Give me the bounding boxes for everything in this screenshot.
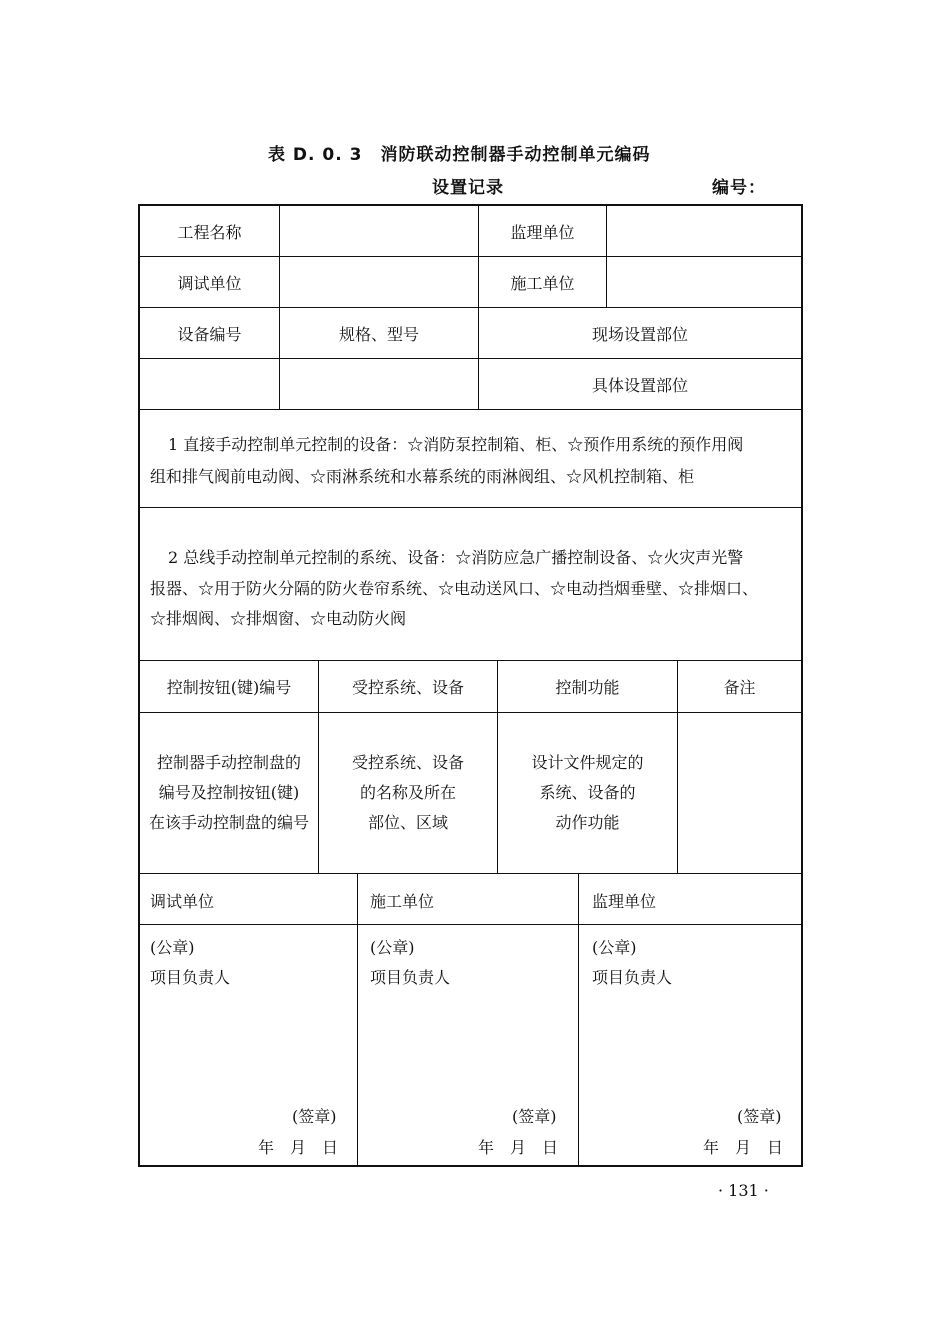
date-label: 年 月 日 xyxy=(258,1138,339,1157)
site-location-label: 现场设置部位 xyxy=(591,324,688,344)
header-remarks: 备注 xyxy=(723,678,756,697)
header-button-no: 控制按钮(键)编号 xyxy=(166,678,292,697)
note2-line2: 报器、☆用于防火分隔的防火卷帘系统、☆电动送风口、☆电动挡烟垂壁、☆排烟口、 xyxy=(150,579,759,598)
manager-label: 项目负责人 xyxy=(150,968,231,987)
row-divider xyxy=(138,409,803,410)
sign-label: (签章) xyxy=(292,1107,337,1126)
equipment-no-value[interactable] xyxy=(140,359,279,409)
number-label: 编号： xyxy=(712,178,766,198)
desc-line: 编号及控制按钮(键) xyxy=(158,783,300,802)
project-name-label: 工程名称 xyxy=(177,222,242,242)
testing-unit-label: 调试单位 xyxy=(177,273,242,293)
seal-label: (公章) xyxy=(592,938,637,957)
spec-model-value[interactable] xyxy=(280,359,478,409)
desc-control-function xyxy=(498,748,677,838)
supervision-unit-label: 监理单位 xyxy=(510,222,575,242)
supervision-unit-value[interactable] xyxy=(607,206,801,256)
specific-location-label: 具体设置部位 xyxy=(591,375,688,395)
manager-label: 项目负责人 xyxy=(370,968,451,987)
note1-line1: 1 直接手动控制单元控制的设备：☆消防泵控制箱、柜、☆预作用系统的预作用阀 xyxy=(168,435,744,454)
equipment-no-label: 设备编号 xyxy=(177,324,242,344)
desc-line: 的名称及所在 xyxy=(359,783,456,802)
sign-label: (签章) xyxy=(512,1107,557,1126)
col-divider xyxy=(357,873,358,1167)
note2-line3: ☆排烟阀、☆排烟窗、☆电动防火阀 xyxy=(150,609,407,628)
col-divider xyxy=(578,873,579,1167)
seal-label: (公章) xyxy=(150,938,195,957)
construction-unit-label: 施工单位 xyxy=(510,273,575,293)
table-title: 表 D. 0. 3 消防联动控制器手动控制单元编码 xyxy=(268,145,651,165)
spec-model-label: 规格、型号 xyxy=(338,324,419,344)
desc-button-no xyxy=(140,748,318,838)
project-name-value[interactable] xyxy=(280,206,478,256)
row-divider xyxy=(138,873,803,874)
sig-construction-unit: 施工单位 xyxy=(370,892,435,911)
note2-line1: 2 总线手动控制单元控制的系统、设备：☆消防应急广播控制设备、☆火灾声光警 xyxy=(168,548,744,567)
desc-line: 在该手动控制盘的编号 xyxy=(148,813,309,832)
seal-label: (公章) xyxy=(370,938,415,957)
remarks-value[interactable] xyxy=(678,713,801,873)
desc-line: 部位、区域 xyxy=(367,813,448,832)
date-label: 年 月 日 xyxy=(703,1138,784,1157)
header-controlled-system: 受控系统、设备 xyxy=(351,678,464,697)
sign-label: (签章) xyxy=(737,1107,782,1126)
row-divider xyxy=(138,924,803,925)
page-number: · 131 · xyxy=(718,1181,769,1200)
desc-line: 系统、设备的 xyxy=(539,783,636,802)
desc-line: 动作功能 xyxy=(555,813,620,832)
row-divider xyxy=(138,507,803,508)
testing-unit-value[interactable] xyxy=(280,257,478,307)
note1-line2: 组和排气阀前电动阀、☆雨淋系统和水幕系统的雨淋阀组、☆风机控制箱、柜 xyxy=(150,467,695,486)
desc-controlled-system xyxy=(319,748,497,838)
desc-line: 控制器手动控制盘的 xyxy=(156,753,301,772)
header-control-function: 控制功能 xyxy=(555,678,620,697)
desc-line: 设计文件规定的 xyxy=(531,753,644,772)
table-subtitle: 设置记录 xyxy=(432,178,504,198)
construction-unit-value[interactable] xyxy=(607,257,801,307)
date-label: 年 月 日 xyxy=(478,1138,559,1157)
desc-line: 受控系统、设备 xyxy=(351,753,464,772)
sig-testing-unit: 调试单位 xyxy=(150,892,215,911)
manager-label: 项目负责人 xyxy=(592,968,673,987)
sig-supervision-unit: 监理单位 xyxy=(592,892,657,911)
